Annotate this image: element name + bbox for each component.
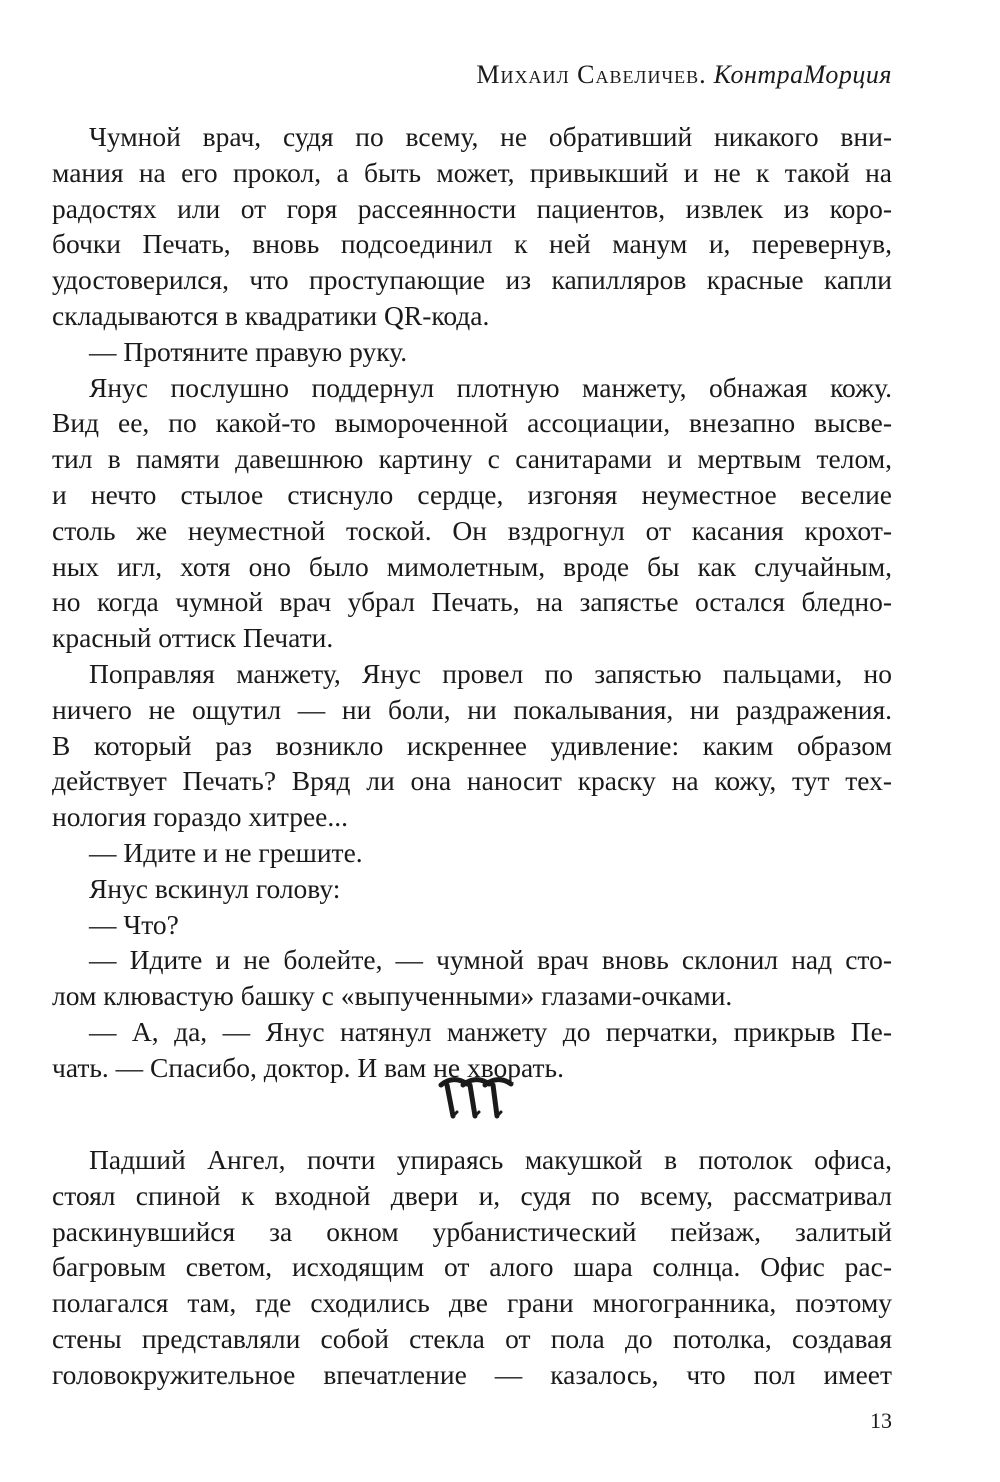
text-line: Янус послушно поддернул плотную манжету, обнажая кожу. — [89, 371, 892, 403]
text-line: — Протяните правую руку. — [89, 335, 408, 367]
text-line: столь же неуместной тоской. Он вздрогнул от касания крохот- — [52, 514, 892, 546]
text-line: — Идите и не болейте, — чумной врач вновь склонил над сто- — [89, 944, 892, 976]
text-line: действует Печать? Вряд ли она наносит краску на кожу, тут тех- — [52, 765, 892, 797]
text-line: стоял спиной к входной двери и, судя по всему, рассматривал — [52, 1179, 892, 1211]
text-line: В который раз возникло искреннее удивление: каким образом — [52, 729, 892, 761]
section-break-ornament-icon — [437, 1075, 515, 1119]
text-line: ничего не ощутил — ни боли, ни покалывания, ни раздражения. — [52, 693, 892, 725]
text-line: — Идите и не грешите. — [89, 836, 363, 868]
text-line: чать. — Спасибо, доктор. И вам не хворать. — [52, 1051, 564, 1083]
text-line: но когда чумной врач убрал Печать, на запястье остался бледно- — [52, 586, 892, 618]
text-line: полагался там, где сходились две грани многогранника, поэтому — [52, 1287, 892, 1319]
text-line: раскинувшийся за окном урбанистический пейзаж, залитый — [52, 1215, 892, 1247]
running-head — [476, 60, 892, 90]
text-line: Вид ее, по какой-то вымороченной ассоциации, внезапно высве- — [52, 407, 892, 439]
text-line: и нечто стылое стиснуло сердце, изгоняя неуместное веселие — [52, 478, 892, 510]
book-title: КонтраМорция — [713, 60, 892, 89]
text-line: радостях или от горя рассеянности пациентов, извлек из коро- — [52, 192, 892, 224]
body-text-section-2 — [52, 1142, 892, 1393]
body-text-section-1 — [52, 119, 892, 1086]
text-line: мания на его прокол, а быть может, привыкший и не к такой на — [52, 156, 892, 188]
text-line: лом клювастую башку с «выпученными» глазами-очками. — [52, 980, 733, 1012]
text-line: стены представляли собой стекла от пола до потолка, создавая — [52, 1322, 892, 1354]
text-line: нология гораздо хитрее... — [52, 801, 348, 833]
text-line: багровым светом, исходящим от алого шара солнца. Офис рас- — [52, 1251, 892, 1283]
text-line: Чумной врач, судя по всему, не обративший никакого вни- — [89, 121, 892, 152]
text-line: Янус вскинул голову: — [89, 872, 341, 904]
text-line: красный оттиск Печати. — [52, 622, 334, 654]
text-line: ных игл, хотя оно было мимолетным, вроде бы как случайным, — [52, 550, 892, 582]
text-line: удостоверился, что проступающие из капилляров красные капли — [52, 264, 892, 296]
text-line: Падший Ангел, почти упираясь макушкой в потолок офиса, — [89, 1144, 892, 1175]
text-line: — А, да, — Янус натянул манжету до перчатки, прикрыв Пе- — [89, 1015, 892, 1047]
text-line: складываются в квадратики QR-кода. — [52, 299, 490, 331]
text-line: Поправляя манжету, Янус провел по запястью пальцами, но — [89, 657, 892, 689]
text-line: бочки Печать, вновь подсоединил к ней манум и, перевернув, — [52, 228, 892, 260]
page-number: 13 — [870, 1408, 892, 1433]
text-line: тил в памяти давешнюю картину с санитарами и мертвым телом, — [52, 443, 892, 475]
text-line: головокружительное впечатление — казалось, что пол имеет — [52, 1358, 892, 1390]
text-line: — Что? — [89, 908, 179, 940]
author-name: Михаил Савеличев. — [476, 60, 707, 89]
